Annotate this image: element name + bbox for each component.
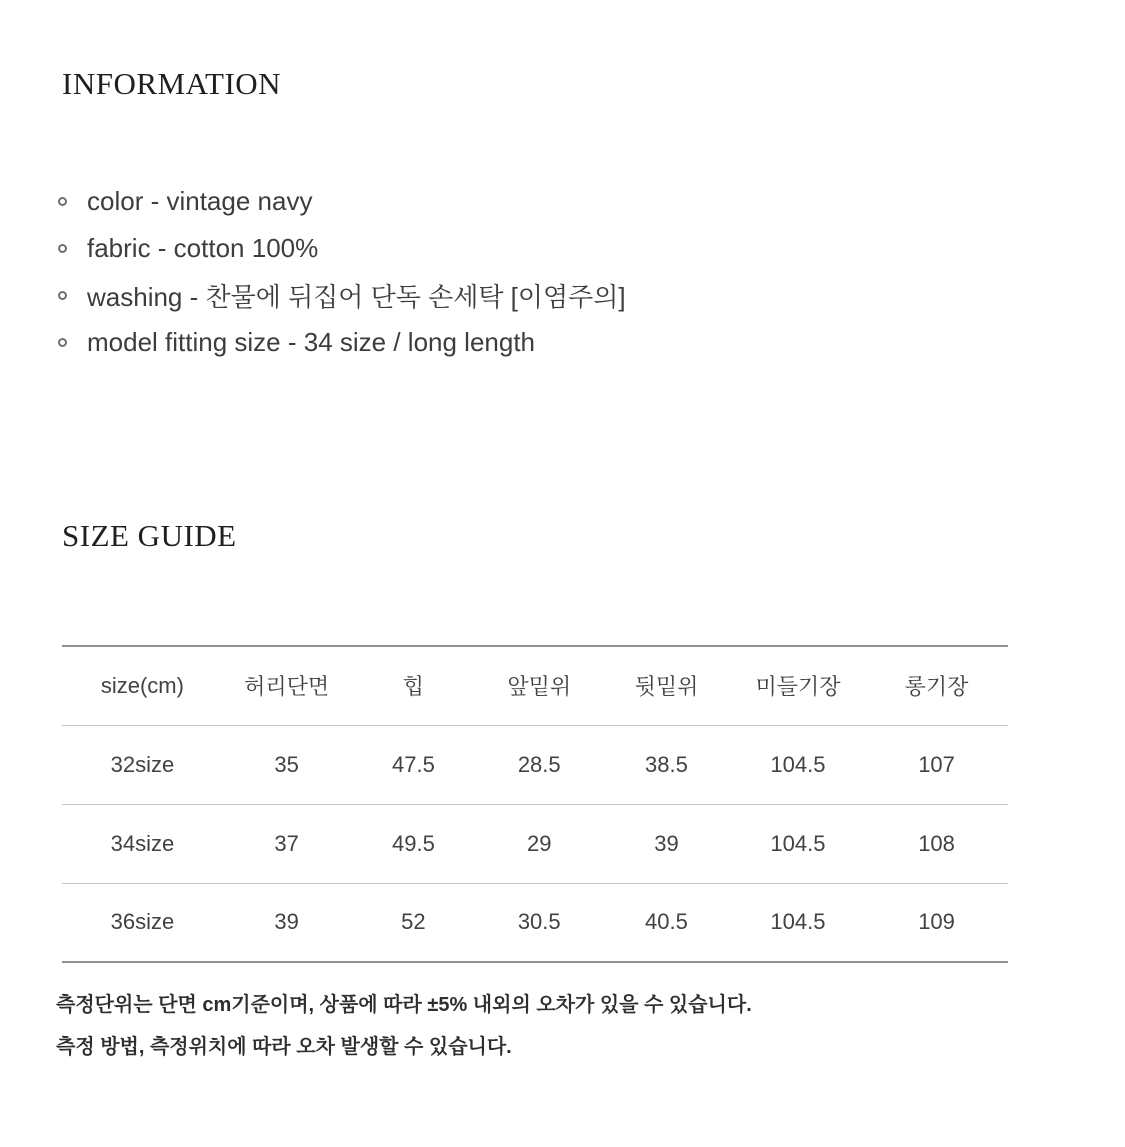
cell-value: 104.5 (731, 804, 865, 883)
table-header-row (62, 646, 1008, 725)
size-guide-heading: SIZE GUIDE (62, 518, 237, 553)
information-heading: INFORMATION (62, 66, 282, 101)
bullet-icon (58, 244, 67, 253)
cell-value: 104.5 (731, 725, 865, 804)
list-item (58, 178, 626, 225)
info-item-washing: washing - 찬물에 뒤집어 단독 손세탁 [이염주의] (87, 282, 626, 312)
info-item-model-fitting: model fitting size - 34 size / long length (87, 327, 536, 357)
cell-value: 39 (602, 804, 731, 883)
cell-size-label: 36size (110, 909, 175, 935)
size-guide-table (62, 645, 1008, 963)
column-header-middle-length: 미들기장 (731, 646, 865, 725)
column-header-back-rise: 뒷밑위 (602, 646, 731, 725)
info-item-fabric: fabric - cotton 100% (87, 233, 319, 263)
cell-value: 104.5 (770, 909, 826, 935)
list-item (58, 272, 626, 319)
cell-value: 37 (223, 804, 351, 883)
information-list (58, 178, 626, 366)
cell-value: 107 (865, 725, 1008, 804)
bullet-icon (58, 338, 67, 347)
cell-value: 38.5 (602, 725, 731, 804)
cell-value: 39 (274, 909, 299, 935)
cell-value: 28.5 (476, 725, 602, 804)
bullet-icon (58, 291, 67, 300)
column-header-size: size(cm) (62, 646, 223, 725)
note-line: 측정 방법, 측정위치에 따라 오차 발생할 수 있습니다. (56, 1036, 512, 1058)
column-header-long-length: 롱기장 (865, 646, 1008, 725)
note-line: 측정단위는 단면 cm기준이며, 상품에 따라 ±5% 내외의 오차가 있을 수 있습니다. (56, 994, 752, 1016)
cell-value: 47.5 (351, 725, 477, 804)
cell-value: 30.5 (517, 909, 561, 935)
column-header-hip: 힙 (351, 646, 477, 725)
table-row (62, 804, 1008, 883)
cell-value: 108 (865, 804, 1008, 883)
cell-size-label: 32size (62, 725, 223, 804)
cell-value: 40.5 (645, 909, 688, 935)
cell-value: 52 (401, 909, 426, 935)
cell-size-label: 34size (62, 804, 223, 883)
table-row (62, 725, 1008, 804)
cell-value: 29 (476, 804, 602, 883)
measurement-notes (56, 984, 752, 1068)
info-item-color: color - vintage navy (87, 186, 313, 216)
cell-value: 35 (223, 725, 351, 804)
column-header-front-rise: 앞밑위 (476, 646, 602, 725)
bullet-icon (58, 197, 67, 206)
cell-value: 109 (918, 909, 955, 935)
column-header-waist: 허리단면 (223, 646, 351, 725)
cell-value: 49.5 (351, 804, 477, 883)
list-item (58, 319, 626, 366)
list-item (58, 225, 626, 272)
table-row (62, 883, 1008, 962)
